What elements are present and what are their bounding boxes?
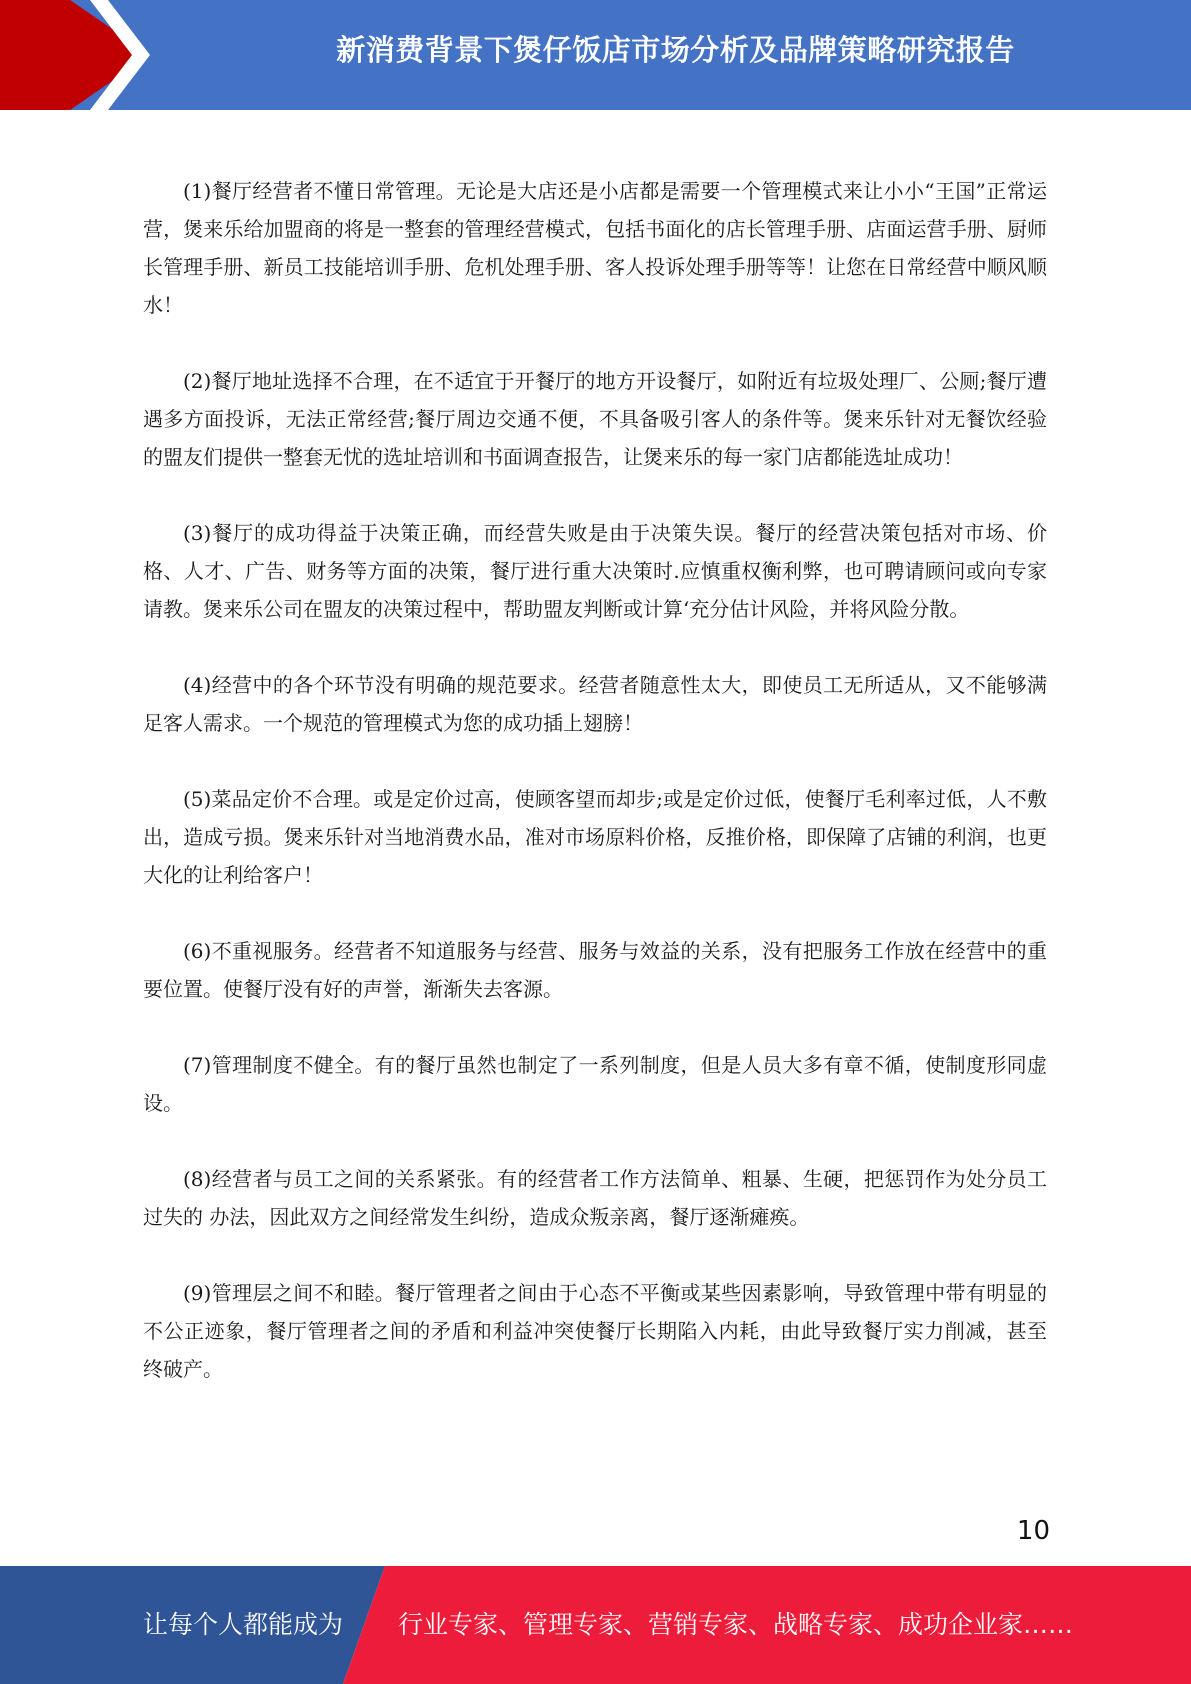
paragraph-5: (5)菜品定价不合理。或是定价过高，使顾客望而却步;或是定价过低，使餐厅毛利率过低，人不敷出，造成亏损。煲来乐针对当地消费水品，准对市场原料价格，反推价格，即保障了店铺的利润，也更大化的让利给客户！ [143, 787, 1047, 887]
footer-slogan-right: 行业专家、管理专家、营销专家、战略专家、成功企业家…… [398, 1610, 1074, 1639]
header-red-arrow [0, 0, 150, 110]
paragraph-4: (4)经营中的各个环节没有明确的规范要求。经营者随意性太大，即使员工无所适从，又不能够满足客人需求。一个规范的管理模式为您的成功插上翅膀！ [143, 673, 1047, 735]
document-body [143, 172, 1047, 1426]
footer-banner [0, 1566, 1191, 1684]
paragraph-7: (7)管理制度不健全。有的餐厅虽然也制定了一系列制度，但是人员大多有章不循，使制度形同虚设。 [143, 1053, 1047, 1115]
paragraph-3: (3)餐厅的成功得益于决策正确，而经营失败是由于决策失误。餐厅的经营决策包括对市场、价格、人才、广告、财务等方面的决策，餐厅进行重大决策时.应慎重权衡利弊，也可聘请顾问或向专家请教。煲来乐公司在盟友的决策过程中，帮助盟友判断或计算‘充分估计风险，并将风险分散。 [143, 521, 1047, 621]
paragraph-6: (6)不重视服务。经营者不知道服务与经营、服务与效益的关系，没有把服务工作放在经营中的重要位置。使餐厅没有好的声誉，渐渐失去客源。 [143, 939, 1047, 1001]
paragraph-2: (2)餐厅地址选择不合理，在不适宜于开餐厅的地方开设餐厅，如附近有垃圾处理厂、公厕;餐厅遭遇多方面投诉，无法正常经营;餐厅周边交通不便，不具备吸引客人的条件等。煲来乐针对无餐饮经验的盟友们提供一整套无忧的选址培训和书面调查报告，让煲来乐的每一家门店都能选址成功！ [143, 369, 1047, 469]
footer-slogan-left: 让每个人都能成为 [143, 1610, 344, 1639]
paragraph-9: (9)管理层之间不和睦。餐厅管理者之间由于心态不平衡或某些因素影响，导致管理中带有明显的不公正迹象，餐厅管理者之间的矛盾和利益冲突使餐厅长期陷入内耗，由此导致餐厅实力削减，甚至 终破产。 [143, 1281, 1047, 1381]
header-banner [0, 0, 1191, 110]
header-title: 新消费背景下煲仔饭店市场分析及品牌策略研究报告 [336, 33, 1015, 67]
paragraph-8: (8)经营者与员工之间的关系紧张。有的经营者工作方法简单、粗暴、生硬，把惩罚作为处分员工过失的 办法，因此双方之间经常发生纠纷，造成众叛亲离，餐厅逐渐瘫痪。 [143, 1167, 1047, 1229]
paragraph-1: (1)餐厅经营者不懂日常管理。无论是大店还是小店都是需要一个管理模式来让小小“王国”正常运营，煲来乐给加盟商的将是一整套的管理经营模式，包括书面化的店长管理手册、店面运营手册、厨师长管理手册、新员工技能培训手册、危机处理手册、客人投诉处理手册等等！让您在日常经营中顺风顺水！ [143, 179, 1047, 317]
page-number: 10 [1016, 1516, 1050, 1546]
